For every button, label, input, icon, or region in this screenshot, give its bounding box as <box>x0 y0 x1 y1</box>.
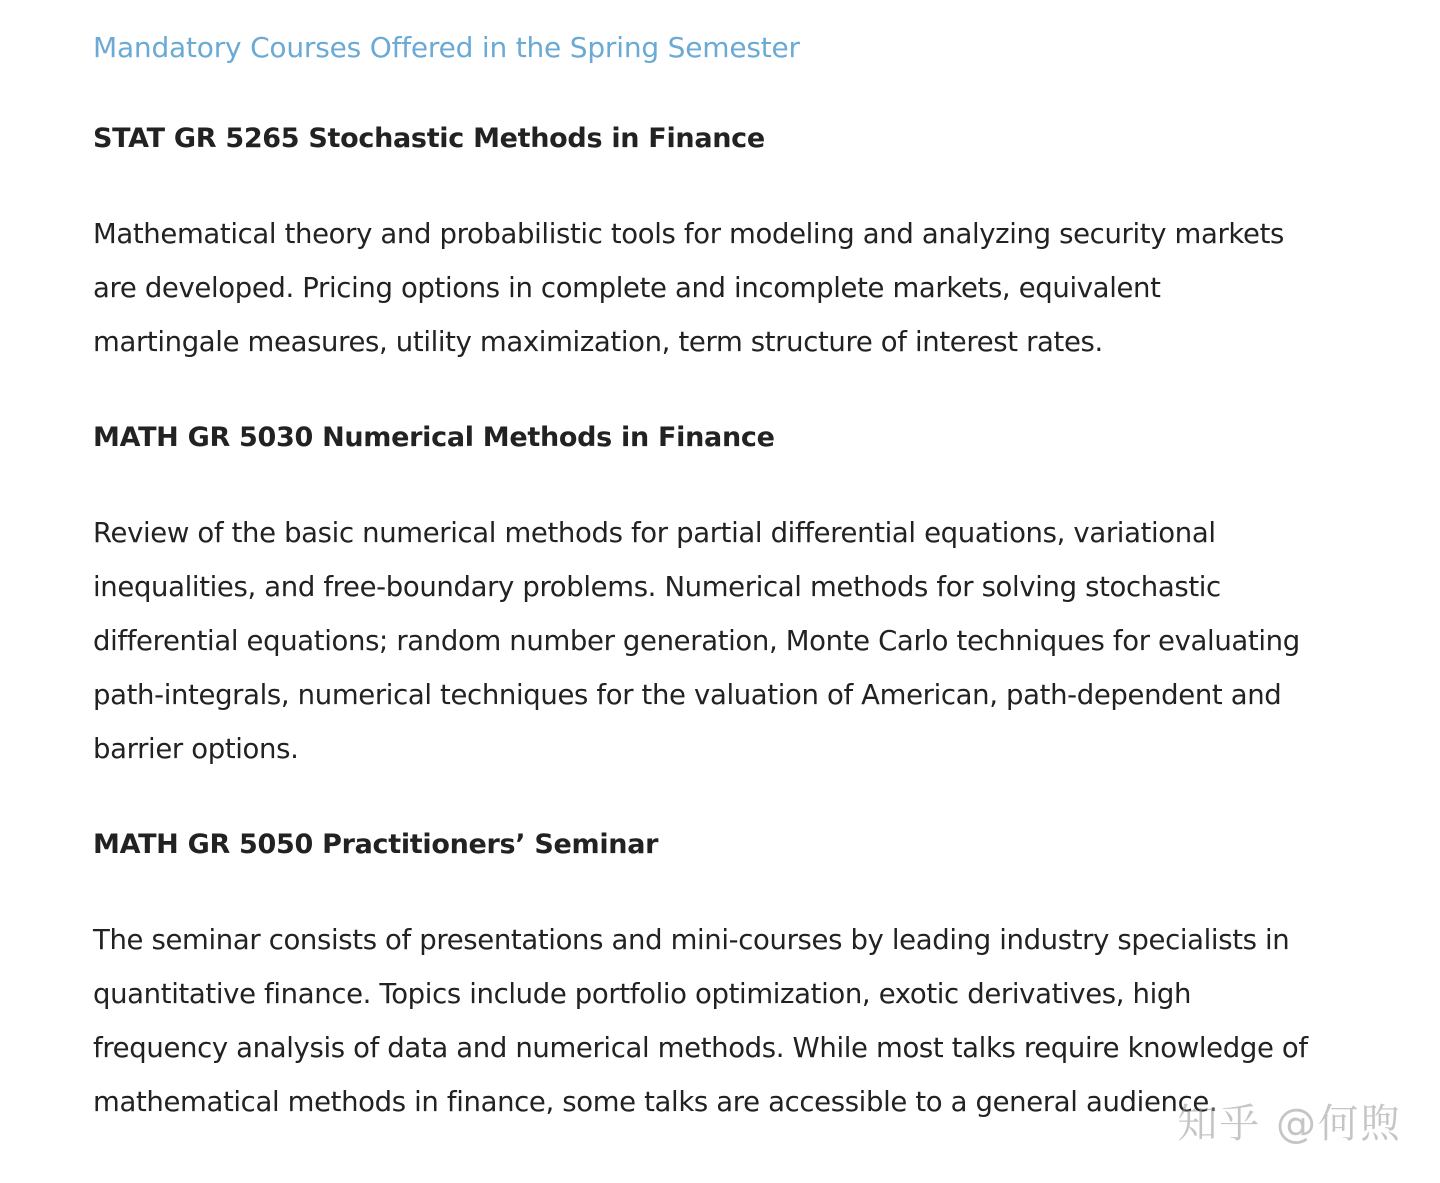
course-title: MATH GR 5030 Numerical Methods in Finance <box>93 422 775 454</box>
section-title: Mandatory Courses Offered in the Spring Semester <box>93 31 800 64</box>
course-item <box>93 416 1313 776</box>
course-description: Mathematical theory and probabilistic tools for modeling and analyzing security markets are developed. Pricing options in complete and incomplete markets, equivalent martingale measures, utility maximization, term structure of interest rates. <box>93 218 1284 358</box>
course-description: Review of the basic numerical methods for partial differential equations, variational inequalities, and free-boundary problems. Numerical methods for solving stochastic differential equations; random number generation, Monte Carlo techniques for evaluating path-integrals, numerical techniques for the valuation of American, path-dependent and barrier options. <box>93 517 1300 765</box>
course-title: STAT GR 5265 Stochastic Methods in Finance <box>93 123 765 154</box>
course-description: The seminar consists of presentations and mini-courses by leading industry specialists in quantitative finance. Topics include portfolio optimization, exotic derivatives, high frequency analysis of data and numerical methods. While most talks require knowledge of mathematical methods in finance, some talks are accessible to a general audience. <box>93 924 1308 1118</box>
course-list-page <box>93 26 1313 1130</box>
watermark: 知乎 @何煦 <box>1177 1101 1402 1147</box>
course-title: MATH GR 5050 Practitioners’ Seminar <box>93 829 659 861</box>
course-item <box>93 823 1313 1129</box>
course-item <box>93 117 1313 369</box>
